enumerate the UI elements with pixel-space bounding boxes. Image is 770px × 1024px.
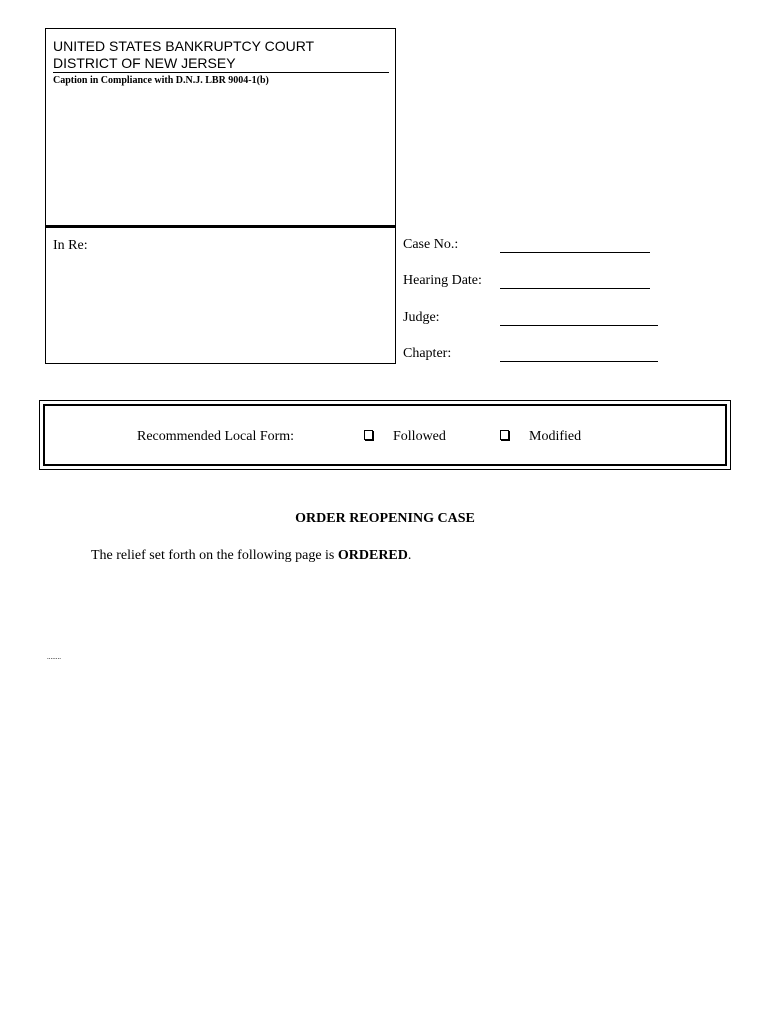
order-title: ORDER REOPENING CASE [295, 511, 475, 526]
modified-checkbox[interactable] [500, 430, 509, 440]
local-form-box [39, 400, 731, 470]
relief-period: . [407, 548, 412, 563]
in-re-box [45, 226, 396, 364]
followed-checkbox[interactable] [364, 430, 373, 440]
caption-box [45, 28, 396, 226]
hearing-date-field[interactable] [500, 288, 650, 289]
judge-field[interactable] [500, 325, 658, 326]
local-form-label: Recommended Local Form: [137, 429, 295, 444]
court-district: DISTRICT OF NEW JERSEY [53, 55, 236, 71]
relief-ordered: ORDERED [337, 548, 408, 563]
hearing-date-label: Hearing Date: [403, 273, 482, 288]
caption-rule [53, 72, 389, 73]
followed-label: Followed [393, 429, 446, 444]
footer-mark: ........ [47, 653, 61, 661]
case-number-label: Case No.: [403, 237, 459, 252]
court-name: UNITED STATES BANKRUPTCY COURT [53, 38, 315, 54]
relief-text: The relief set forth on the following page is [91, 548, 338, 563]
in-re-label: In Re: [53, 238, 88, 253]
caption-compliance-note: Caption in Compliance with D.N.J. LBR 9004-1(b) [53, 75, 269, 86]
judge-label: Judge: [403, 310, 440, 325]
chapter-label: Chapter: [403, 346, 452, 361]
relief-statement [91, 547, 411, 564]
modified-label: Modified [529, 429, 582, 444]
case-number-field[interactable] [500, 252, 650, 253]
chapter-field[interactable] [500, 361, 658, 362]
